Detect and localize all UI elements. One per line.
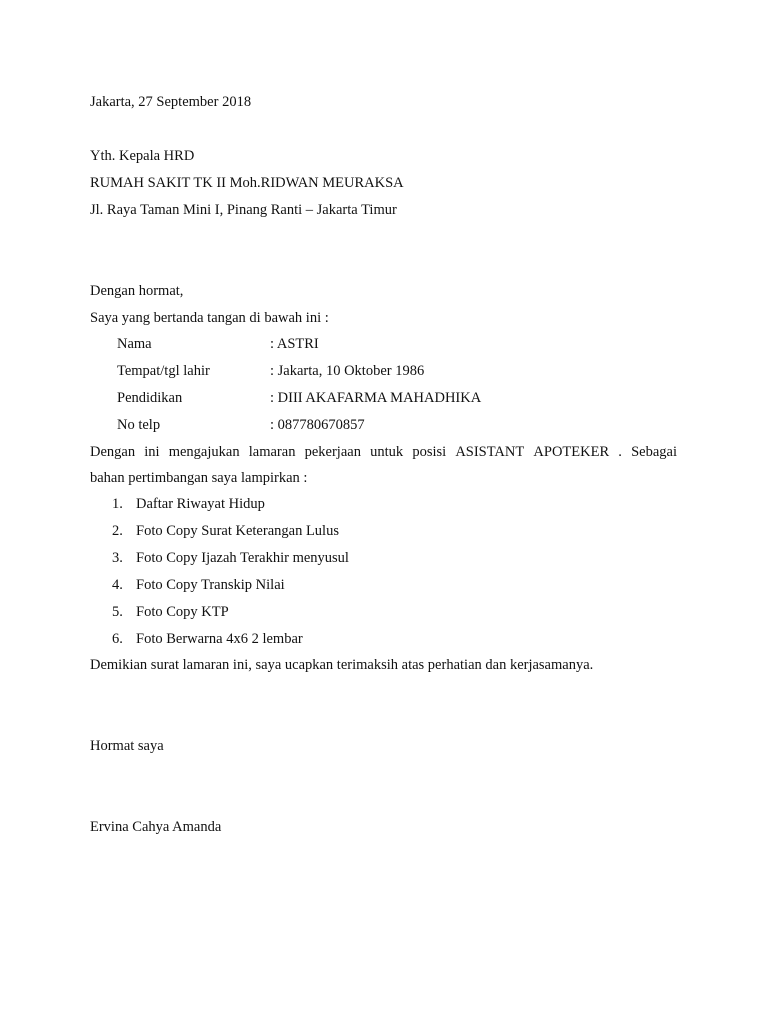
field-label-pendidikan: Pendidikan xyxy=(117,390,183,406)
attachment-number: 3. xyxy=(112,550,123,566)
salutation: Dengan hormat, xyxy=(90,283,184,299)
attachment-item: Foto Berwarna 4x6 2 lembar xyxy=(136,631,303,647)
attachment-number: 2. xyxy=(112,523,123,539)
body-word: mengajukan xyxy=(168,444,240,460)
attachment-number: 1. xyxy=(112,496,123,512)
body-word: lamaran xyxy=(248,444,296,460)
body-word: untuk xyxy=(370,444,404,460)
recipient-institution: RUMAH SAKIT TK II Moh.RIDWAN MEURAKSA xyxy=(90,175,404,191)
body-word: posisi xyxy=(412,444,447,460)
body-word: APOTEKER xyxy=(533,444,610,460)
body-paragraph-line2: bahan pertimbangan saya lampirkan : xyxy=(90,470,308,486)
body-word: ini xyxy=(144,444,160,460)
signer-name: Ervina Cahya Amanda xyxy=(90,819,222,835)
field-label-nama: Nama xyxy=(117,336,152,352)
body-word: Sebagai xyxy=(631,444,677,460)
attachment-item: Foto Copy Ijazah Terakhir menyusul xyxy=(136,550,349,566)
body-word: ASISTANT xyxy=(455,444,525,460)
attachment-number: 6. xyxy=(112,631,123,647)
recipient-title: Yth. Kepala HRD xyxy=(90,148,195,164)
field-value-ttl: : Jakarta, 10 Oktober 1986 xyxy=(270,363,425,379)
field-label-ttl: Tempat/tgl lahir xyxy=(117,363,210,379)
closing-text: Demikian surat lamaran ini, saya ucapkan terimaksih atas perhatian dan kerjasamanya. xyxy=(90,657,594,673)
body-paragraph-line1 xyxy=(90,445,677,460)
field-value-nama: : ASTRI xyxy=(270,336,319,352)
field-label-telp: No telp xyxy=(117,417,161,433)
attachment-item: Foto Copy Surat Keterangan Lulus xyxy=(136,523,339,539)
attachment-item: Foto Copy KTP xyxy=(136,604,229,620)
place-date: Jakarta, 27 September 2018 xyxy=(90,94,252,110)
recipient-address: Jl. Raya Taman Mini I, Pinang Ranti – Jakarta Timur xyxy=(90,202,397,218)
body-word: pekerjaan xyxy=(304,444,361,460)
attachment-item: Daftar Riwayat Hidup xyxy=(136,496,265,512)
regards: Hormat saya xyxy=(90,738,164,754)
body-word: . xyxy=(618,444,622,460)
attachment-number: 5. xyxy=(112,604,123,620)
field-value-telp: : 087780670857 xyxy=(270,417,365,433)
body-word: Dengan xyxy=(90,444,136,460)
field-value-pendidikan: : DIII AKAFARMA MAHADHIKA xyxy=(270,390,482,406)
intro-text: Saya yang bertanda tangan di bawah ini : xyxy=(90,310,329,326)
attachment-number: 4. xyxy=(112,577,123,593)
attachment-item: Foto Copy Transkip Nilai xyxy=(136,577,285,593)
